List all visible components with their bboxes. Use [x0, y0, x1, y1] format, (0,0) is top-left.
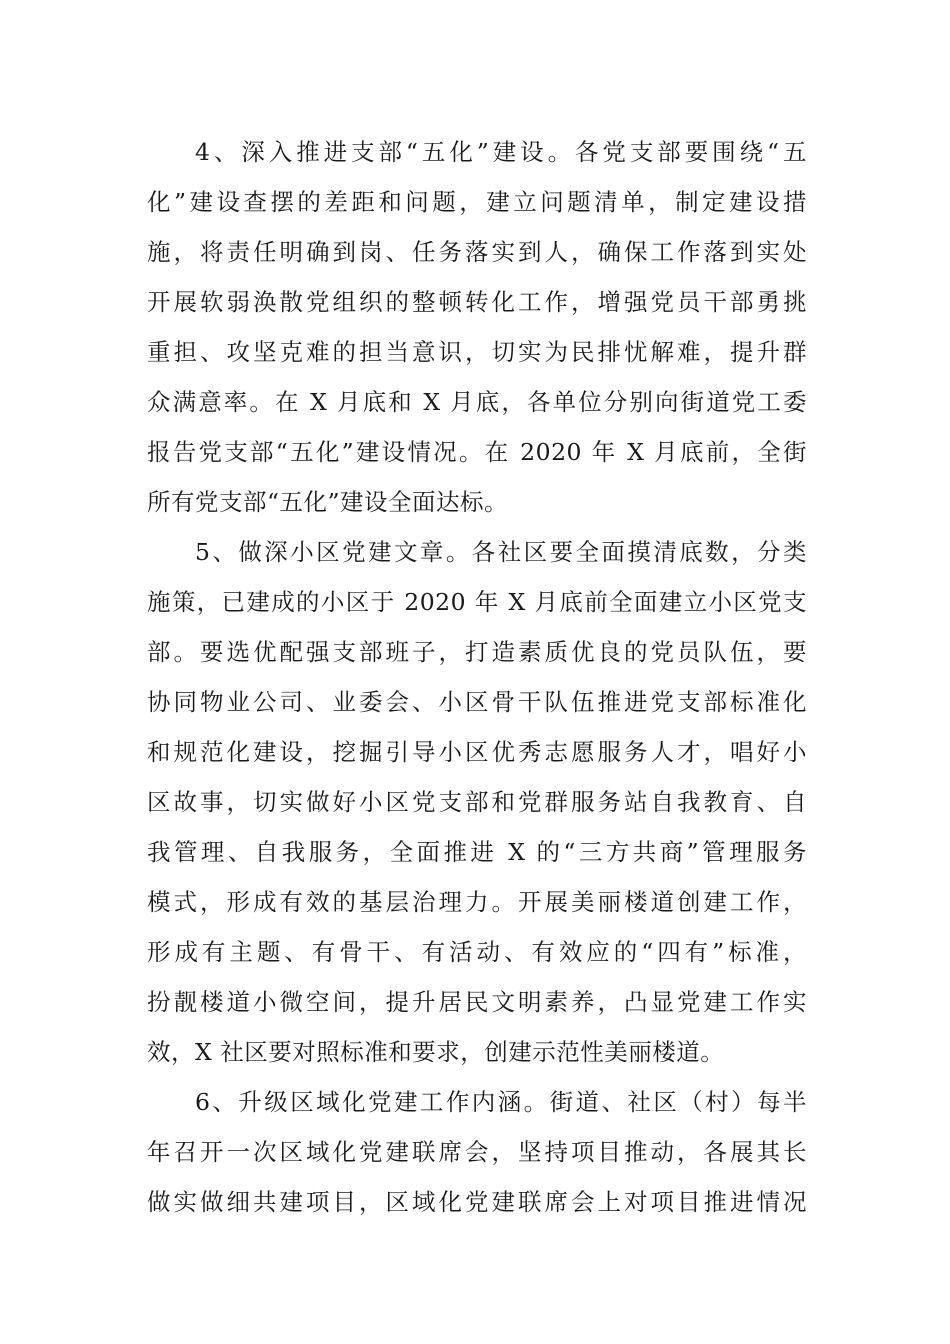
paragraph-5-line: 部。要选优配强支部班子，打造素质优良的党员队伍，要	[147, 638, 807, 666]
paragraph-5-line: 扮靓楼道小微空间，提升居民文明素养，凸显党建工作实	[147, 988, 807, 1016]
paragraph-4-line: 开展软弱涣散党组织的整顿转化工作，增强党员干部勇挑	[147, 288, 807, 316]
paragraph-6-line: 年召开一次区域化党建联席会，坚持项目推动，各展其长	[147, 1138, 807, 1166]
paragraph-5-line: 效，X 社区要对照标准和要求，创建示范性美丽楼道。	[147, 1038, 725, 1066]
paragraph-5-line: 我管理、自我服务，全面推进 X 的“三方共商”管理服务	[147, 838, 807, 866]
paragraph-4-line: 报告党支部“五化”建设情况。在 2020 年 X 月底前，全街	[147, 438, 807, 466]
paragraph-5-line: 协同物业公司、业委会、小区骨干队伍推进党支部标准化	[147, 688, 807, 716]
paragraph-5-line: 施策，已建成的小区于 2020 年 X 月底前全面建立小区党支	[147, 588, 807, 616]
paragraph-6-line: 6、升级区域化党建工作内涵。街道、社区（村）每半	[195, 1088, 807, 1116]
paragraph-5-line: 和规范化建设，挖掘引导小区优秀志愿服务人才，唱好小	[147, 738, 807, 766]
paragraph-5-line: 模式，形成有效的基层治理力。开展美丽楼道创建工作，	[147, 888, 807, 916]
paragraph-4-line: 所有党支部“五化”建设全面达标。	[147, 488, 509, 516]
paragraph-5-line: 形成有主题、有骨干、有活动、有效应的“四有”标准，	[147, 938, 807, 966]
paragraph-4-line: 重担、攻坚克难的担当意识，切实为民排忧解难，提升群	[147, 338, 807, 366]
paragraph-4-line: 众满意率。在 X 月底和 X 月底，各单位分别向街道党工委	[147, 388, 807, 416]
paragraph-5-line: 区故事，切实做好小区党支部和党群服务站自我教育、自	[147, 788, 807, 816]
paragraph-4-line: 施，将责任明确到岗、任务落实到人，确保工作落到实处	[147, 238, 807, 266]
paragraph-4-line: 4、深入推进支部“五化”建设。各党支部要围绕“五	[195, 138, 807, 166]
paragraph-5-line: 5、做深小区党建文章。各社区要全面摸清底数，分类	[195, 538, 807, 566]
paragraph-6-line: 做实做细共建项目，区域化党建联席会上对项目推进情况	[147, 1188, 807, 1216]
paragraph-4-line: 化”建设查摆的差距和问题，建立问题清单，制定建设措	[147, 188, 807, 216]
